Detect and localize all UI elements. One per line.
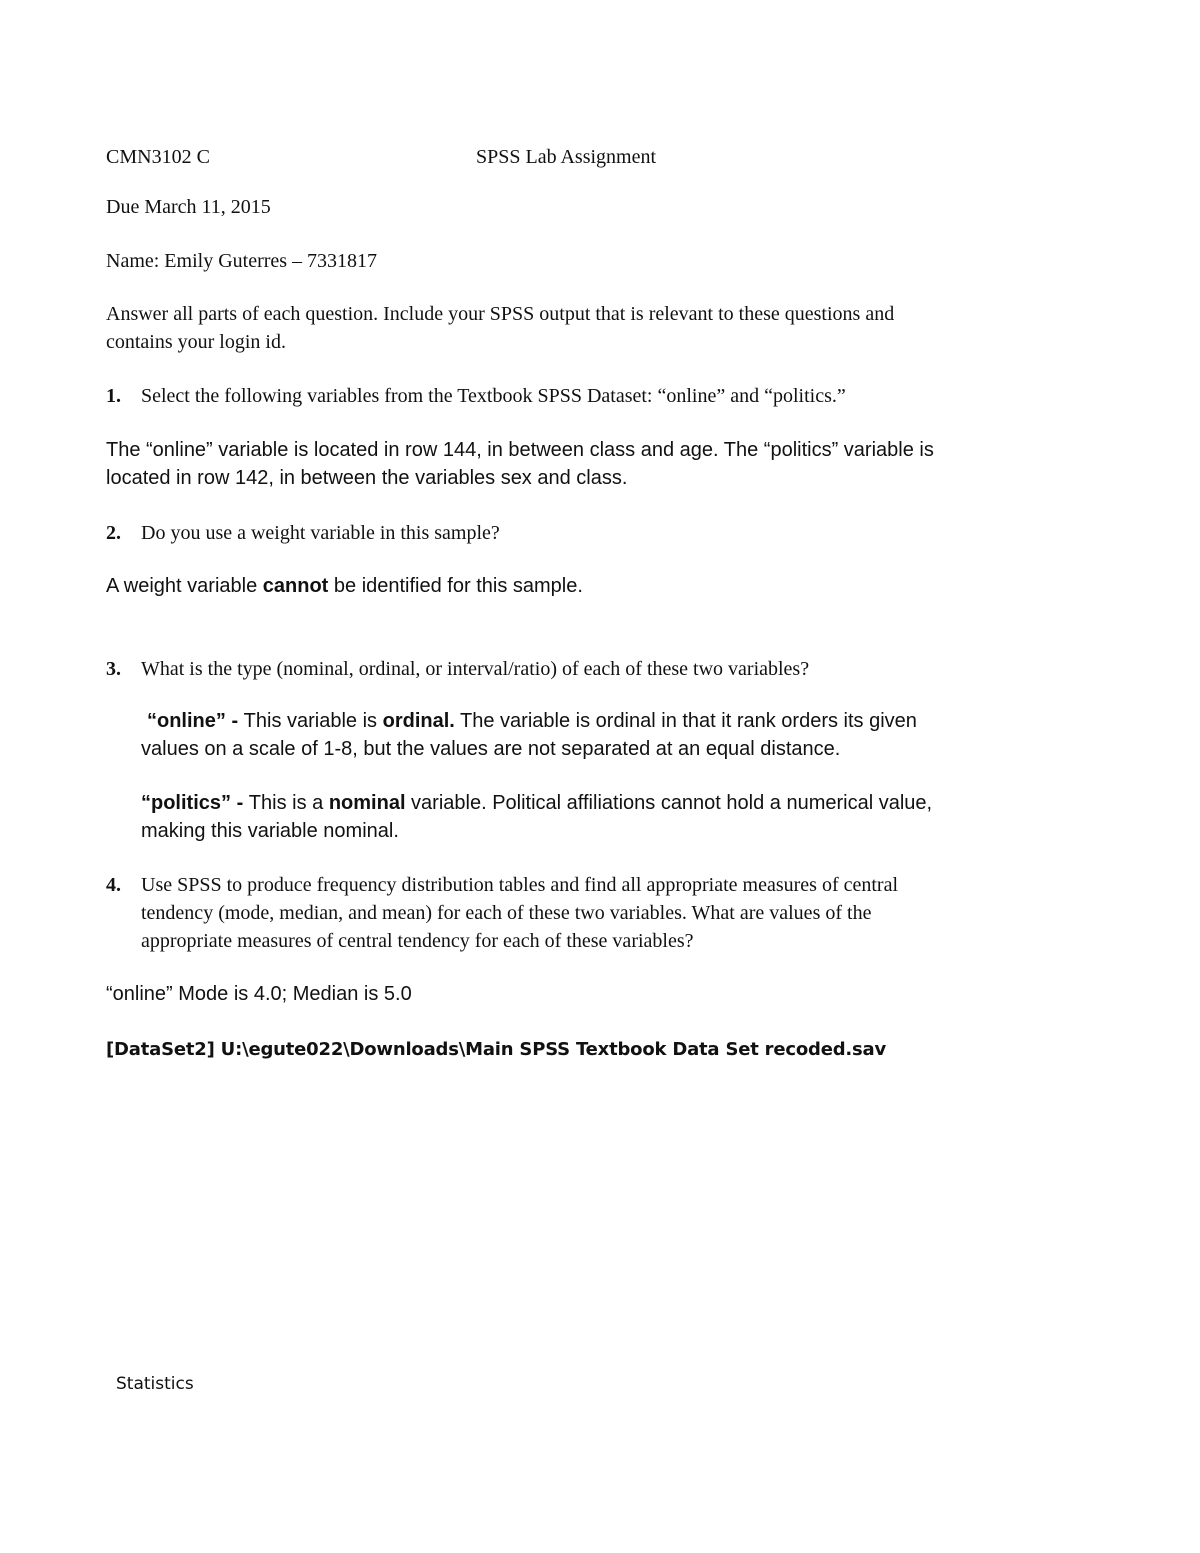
question-text-line-1: Use SPSS to produce frequency distribution tables and find all appropriate measures of central	[141, 874, 899, 896]
politics-label: “politics”	[141, 792, 232, 814]
question-text-line-2: tendency (mode, median, and mean) for each of these two variables. What are values of the	[141, 902, 872, 924]
answer-3-online-line-1	[147, 707, 917, 735]
course-code: CMN3102 C	[106, 146, 210, 168]
online-post: The variable is ordinal in that it rank orders its given	[454, 710, 917, 732]
instructions-line-2: contains your login id.	[106, 331, 286, 353]
question-text-line-3: appropriate measures of central tendency for each of these variables?	[141, 930, 694, 952]
question-number: 1.	[106, 385, 121, 407]
politics-pre: This is a	[248, 792, 329, 814]
online-label: “online”	[147, 710, 226, 732]
question-number: 4.	[106, 874, 121, 896]
dataset-path: [DataSet2] U:\egute022\Downloads\Main SPSS Textbook Data Set recoded.sav	[106, 1039, 887, 1060]
question-text: What is the type (nominal, ordinal, or interval/ratio) of each of these two variables?	[141, 658, 810, 680]
politics-dash: -	[231, 792, 249, 814]
answer-1-line-2: located in row 142, in between the variables sex and class.	[106, 467, 628, 489]
question-text: Select the following variables from the Textbook SPSS Dataset: “online” and “politics.”	[141, 385, 846, 407]
answer-3-politics-line-2: making this variable nominal.	[141, 820, 399, 842]
due-date: Due March 11, 2015	[106, 196, 271, 218]
answer-2	[106, 572, 583, 600]
statistics-heading: Statistics	[116, 1374, 194, 1394]
answer-2-post: be identified for this sample.	[328, 575, 583, 597]
politics-bold: nominal	[328, 792, 406, 814]
politics-post: variable. Political affiliations cannot hold a numerical value,	[405, 792, 933, 814]
question-number: 3.	[106, 658, 121, 680]
online-dash: -	[225, 710, 244, 732]
assignment-title: SPSS Lab Assignment	[476, 146, 657, 168]
online-bold: ordinal.	[382, 710, 455, 732]
answer-1-line-1: The “online” variable is located in row 144, in between class and age. The “politics” variable is	[106, 439, 934, 461]
answer-3-online-line-2: values on a scale of 1-8, but the values are not separated at an equal distance.	[141, 738, 841, 760]
instructions-line-1: Answer all parts of each question. Include your SPSS output that is relevant to these questions and	[106, 303, 895, 325]
question-number: 2.	[106, 522, 121, 544]
online-pre: This variable is	[243, 710, 383, 732]
question-text: Do you use a weight variable in this sample?	[141, 522, 500, 544]
answer-2-pre: A weight variable	[106, 575, 263, 597]
answer-2-bold: cannot	[262, 575, 329, 597]
answer-3-politics-line-1	[141, 789, 932, 817]
student-name: Name: Emily Guterres – 7331817	[106, 250, 378, 272]
answer-4: “online” Mode is 4.0; Median is 5.0	[106, 983, 412, 1005]
